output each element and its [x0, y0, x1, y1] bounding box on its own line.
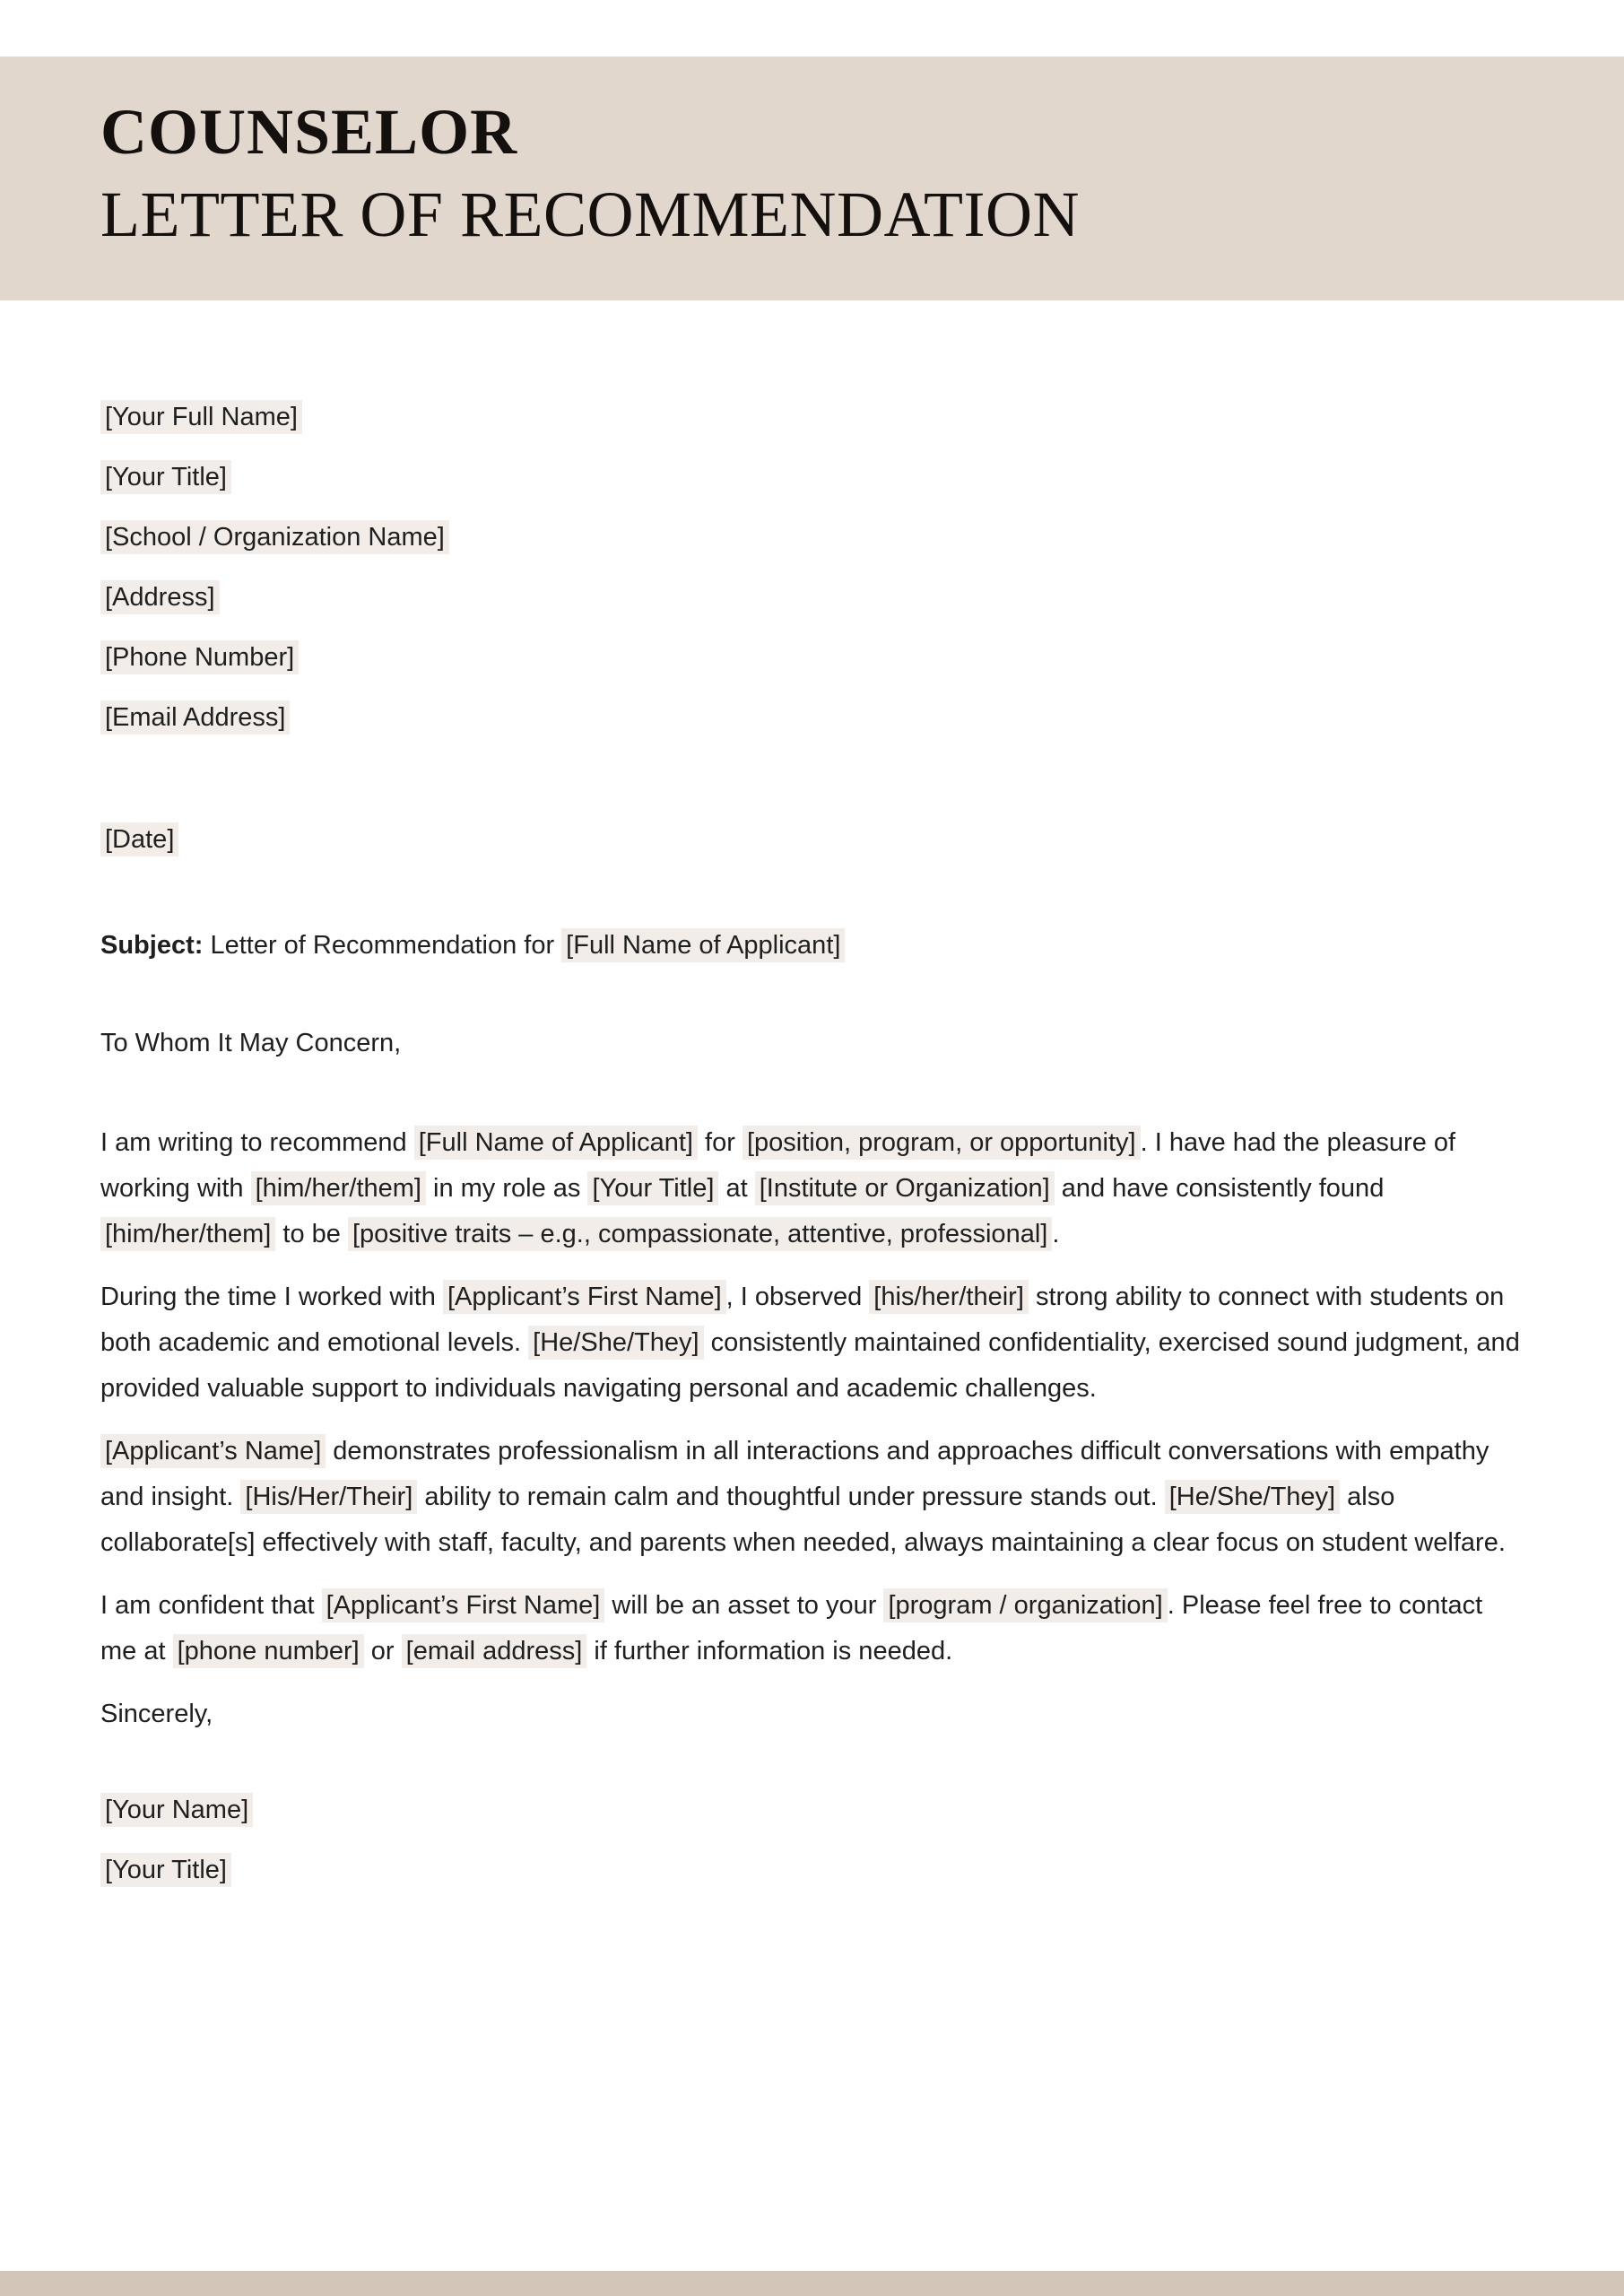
placeholder-field[interactable]: [phone number] — [173, 1634, 364, 1668]
text-run: During the time I worked with — [100, 1283, 443, 1311]
text-run: and have consistently found — [1054, 1174, 1385, 1203]
text-run: in my role as — [425, 1174, 588, 1203]
paragraph-1 — [100, 1120, 1521, 1257]
sender-line — [100, 521, 1521, 553]
placeholder-signature-title[interactable]: [Your Title] — [100, 1853, 231, 1887]
placeholder-field[interactable]: [Institute or Organization] — [755, 1171, 1055, 1205]
placeholder-field[interactable]: [He/She/They] — [528, 1326, 703, 1360]
text-run: Letter of Recommendation for — [203, 931, 562, 960]
placeholder-date[interactable]: [Date] — [100, 822, 178, 857]
date-line — [100, 823, 1521, 856]
placeholder-field[interactable]: [Your Title] — [587, 1171, 718, 1205]
text-run: also collaborate[s] effectively with staff, faculty, and parents when needed, always maintaining a clear focus on student welfare. — [100, 1483, 1506, 1557]
placeholder-school-organization[interactable]: [School / Organization Name] — [100, 520, 449, 554]
placeholder-field[interactable]: [email address] — [402, 1634, 587, 1668]
text-run: consistently maintained confidentiality, exercised sound judgment, and provided valuable support to individuals navigating personal and academic challenges. — [100, 1328, 1520, 1403]
sender-line — [100, 401, 1521, 433]
text-run: will be an asset to your — [604, 1591, 884, 1620]
text-run: Subject: — [100, 931, 204, 960]
placeholder-field[interactable]: [Full Name of Applicant] — [561, 928, 845, 962]
placeholder-email-address[interactable]: [Email Address] — [100, 700, 290, 735]
paragraph-4 — [100, 1583, 1521, 1674]
text-run: or — [363, 1637, 402, 1665]
placeholder-field[interactable]: [his/her/their] — [869, 1280, 1029, 1314]
salutation: To Whom It May Concern, — [100, 1029, 402, 1057]
text-run: , I observed — [725, 1283, 870, 1311]
placeholder-field[interactable]: [Applicant’s First Name] — [443, 1280, 726, 1314]
text-run: ability to remain calm and thoughtful under pressure stands out. — [417, 1483, 1165, 1511]
placeholder-your-full-name[interactable]: [Your Full Name] — [100, 400, 302, 434]
text-run: I am confident that — [100, 1591, 322, 1620]
paragraph-3 — [100, 1429, 1521, 1566]
placeholder-field[interactable]: [position, program, or opportunity] — [743, 1126, 1141, 1160]
sender-line — [100, 581, 1521, 613]
placeholder-field[interactable]: [His/Her/Their] — [240, 1480, 417, 1514]
placeholder-field[interactable]: [Applicant’s Name] — [100, 1434, 326, 1468]
sender-line — [100, 461, 1521, 493]
doc-title-line1: COUNSELOR — [100, 96, 518, 168]
signature-line — [100, 1794, 1521, 1826]
placeholder-phone-number[interactable]: [Phone Number] — [100, 640, 299, 674]
closing: Sincerely, — [100, 1700, 213, 1728]
text-run: for — [698, 1128, 743, 1157]
text-run: if further information is needed. — [586, 1637, 953, 1665]
text-run: . Please feel free to contact me at — [100, 1591, 1483, 1665]
text-run: demonstrates professionalism in all interactions and approaches difficult conversations with empathy and insight. — [100, 1437, 1489, 1511]
placeholder-address[interactable]: [Address] — [100, 580, 220, 614]
letter-body — [100, 300, 1521, 1914]
text-run: to be — [275, 1220, 348, 1248]
placeholder-field[interactable]: [program / organization] — [883, 1588, 1167, 1622]
placeholder-field[interactable]: [positive traits – e.g., compassionate, attentive, professional] — [348, 1217, 1052, 1251]
subject-line — [100, 923, 1521, 969]
sender-block — [100, 401, 1521, 734]
placeholder-field[interactable]: [him/her/them] — [251, 1171, 426, 1205]
placeholder-field[interactable]: [Applicant’s First Name] — [322, 1588, 605, 1622]
placeholder-field[interactable]: [him/her/them] — [100, 1217, 275, 1251]
text-run: . — [1052, 1220, 1060, 1248]
signature-block — [100, 1794, 1521, 1886]
sender-line — [100, 701, 1521, 734]
header-band — [0, 57, 1624, 300]
paragraph-2 — [100, 1274, 1521, 1412]
text-run: at — [718, 1174, 755, 1203]
sender-line — [100, 641, 1521, 674]
placeholder-your-title[interactable]: [Your Title] — [100, 460, 231, 494]
placeholder-field[interactable]: [Full Name of Applicant] — [414, 1126, 698, 1160]
text-run: . I have had the pleasure of working with — [100, 1128, 1456, 1203]
placeholder-field[interactable]: [He/She/They] — [1165, 1480, 1340, 1514]
text-run: I am writing to recommend — [100, 1128, 414, 1157]
doc-title-line2: LETTER OF RECOMMENDATION — [100, 178, 1080, 250]
signature-line — [100, 1854, 1521, 1886]
placeholder-signature-name[interactable]: [Your Name] — [100, 1793, 253, 1827]
footer-band — [0, 2271, 1624, 2296]
text-run: strong ability to connect with students on both academic and emotional levels. — [100, 1283, 1505, 1357]
